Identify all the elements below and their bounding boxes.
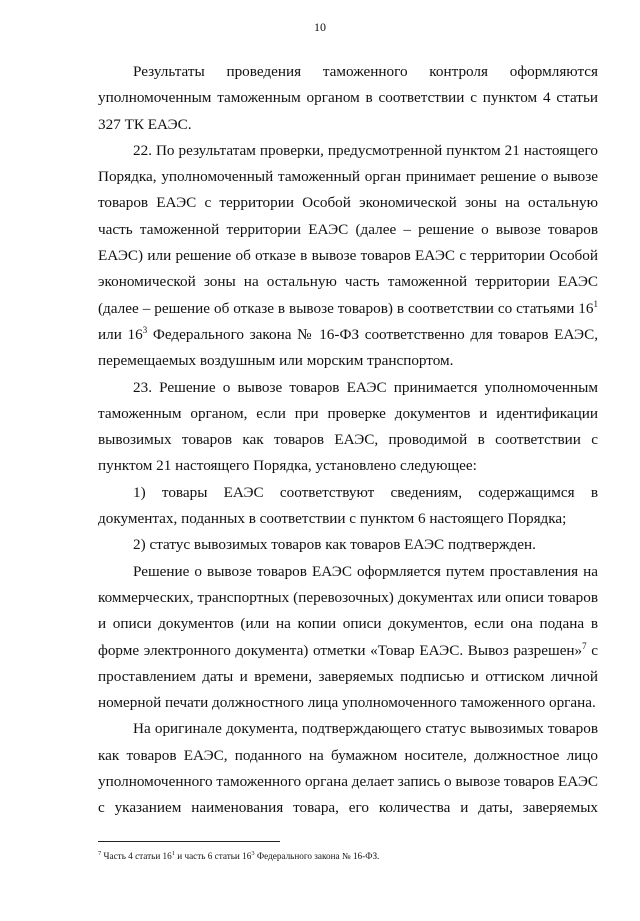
paragraph-original: На оригинале документа, подтверждающего статус вывозимых товаров как товаров ЕАЭС, поданного на бумажном носителе, должностное лицо уполномоченного таможенного органа делает запись о вывозе товаров ЕАЭС с указанием наименования товара, его количества и даты, заверяемых	[98, 720, 598, 817]
paragraph-22-text-3: Федерального закона № 16-ФЗ соответственно для товаров ЕАЭС, перемещаемых воздушным или морским транспортом.	[98, 325, 598, 370]
list-item-2: 2) статус вывозимых товаров как товаров ЕАЭС подтвержден.	[133, 536, 536, 554]
superscript-1: 1	[593, 298, 598, 309]
footnote-text-2: и часть 6 статьи 16	[174, 851, 252, 861]
list-item-1: 1) товары ЕАЭС соответствуют сведениям, содержащимся в документах, поданных в соответствии с пунктом 6 настоящего Порядка;	[98, 483, 598, 528]
footnote-divider	[98, 841, 280, 842]
footnote-superscript-1: 1	[171, 849, 175, 857]
superscript-3: 3	[142, 324, 148, 335]
paragraph-results: Результаты проведения таможенного контроля оформляются уполномоченным таможенным органом в соответствии с пунктом 4 статьи 327 ТК ЕАЭС.	[98, 63, 598, 133]
paragraph-23: 23. Решение о вывозе товаров ЕАЭС принимается уполномоченным таможенным органом, если при проверке документов и идентификации вывозимых товаров как товаров ЕАЭС, проводимой в соответствии с пунктом 21 настоящего Порядка, установлено следующее:	[98, 378, 598, 475]
paragraph-22	[98, 138, 598, 375]
paragraph-decision-text-1: Решение о вывозе товаров ЕАЭС оформляется путем проставления на коммерческих, транспортных (перевозочных) документах или описи товаров и описи документов (или на копии описи документов, если она подана в форме электронного документа) отметки «Товар ЕАЭС. Вывоз разрешен»	[98, 562, 598, 659]
page-number: 10	[314, 20, 326, 34]
footnote	[98, 850, 598, 862]
paragraph-22-text-1: 22. По результатам проверки, предусмотренной пунктом 21 настоящего Порядка, уполномоченный таможенный орган принимает решение о вывозе товаров ЕАЭС с территории Особой экономической зоны на остальную часть таможенной территории ЕАЭС (далее – решение о вывозе товаров ЕАЭС) или решение об отказе в вывозе товаров ЕАЭС с территории Особой экономической зоны на остальную часть таможенной территории ЕАЭС (далее – решение об отказе в вывозе товаров) в соответствии со статьями 16	[98, 141, 598, 317]
paragraph-decision	[98, 559, 598, 717]
footnote-superscript-3: 3	[251, 849, 255, 857]
document-body	[98, 59, 598, 822]
footnote-reference-7: 7	[582, 640, 587, 651]
paragraph-decision-text-2: с проставлением даты и времени, заверяемых подписью и оттиском личной номерной печати должностного лица уполномоченного таможенного органа.	[98, 641, 598, 712]
paragraph-22-text-2: или 16	[98, 325, 143, 343]
footnote-marker: 7	[98, 849, 102, 857]
footnote-text-1: Часть 4 статьи 16	[101, 851, 172, 861]
footnote-text-3: Федерального закона № 16-ФЗ.	[254, 851, 380, 861]
